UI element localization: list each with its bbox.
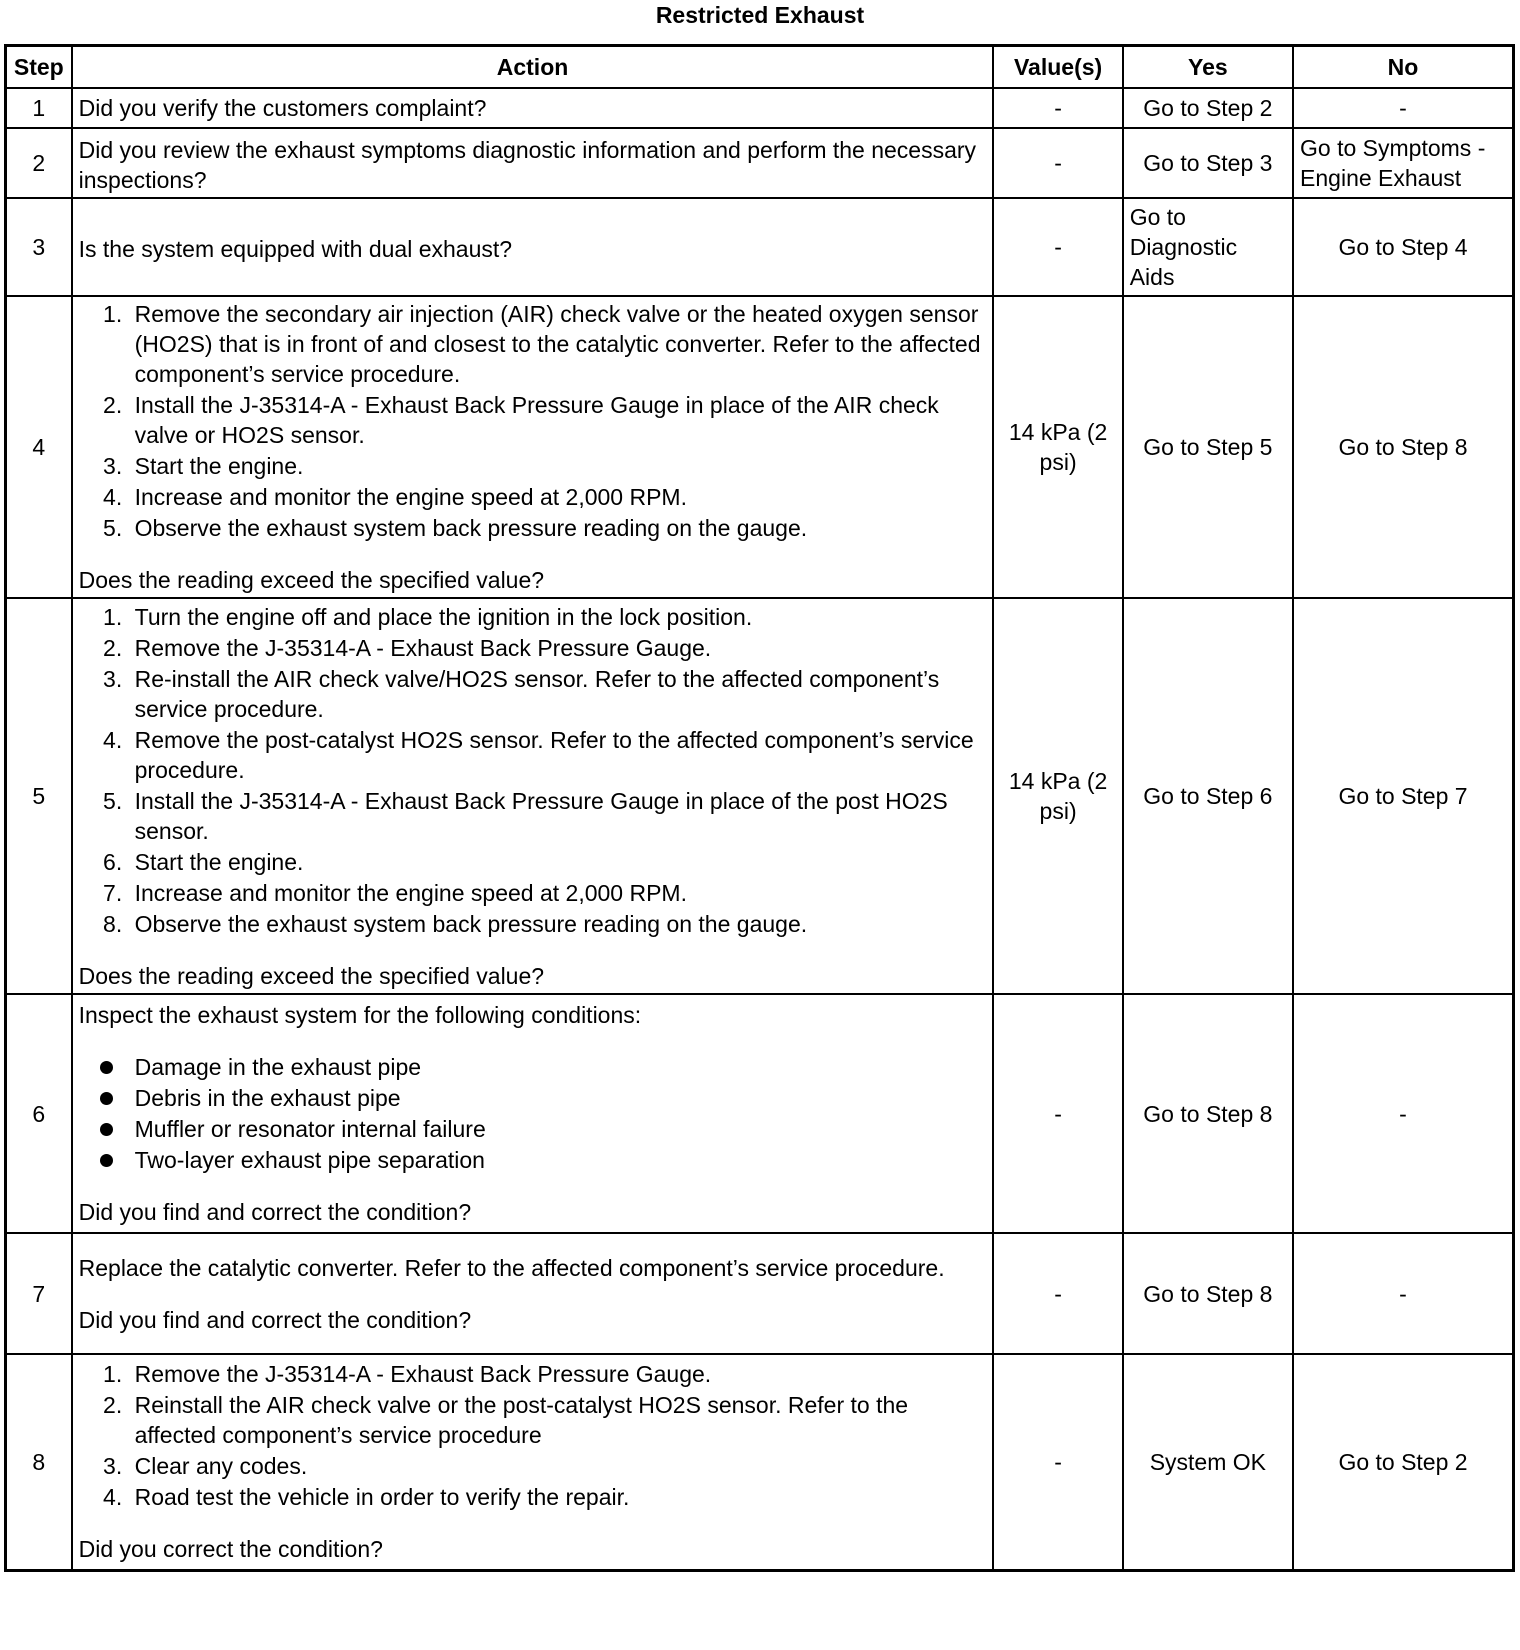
procedure-step: 3. Re-install the AIR check valve/HO2S sensor. Refer to the affected component’s service procedure.	[129, 664, 987, 724]
condition-item: Debris in the exhaust pipe	[129, 1083, 987, 1113]
question-text: Did you correct the condition?	[78, 1536, 383, 1563]
table-row	[6, 994, 1514, 1233]
no-cell: -	[1293, 88, 1513, 128]
yes-cell: Go to Step 5	[1123, 296, 1293, 598]
procedure-step: 5. Install the J-35314-A - Exhaust Back Pressure Gauge in place of the post HO2S sensor.	[129, 786, 987, 846]
yes-cell: System OK	[1123, 1354, 1293, 1570]
procedure-step: 3. Start the engine.	[129, 451, 987, 481]
table-row	[6, 128, 1514, 198]
procedure-step: 6. Start the engine.	[129, 847, 987, 877]
value-cell: -	[993, 128, 1122, 198]
yes-cell: Go to Step 6	[1123, 598, 1293, 994]
yes-cell: Go to Diagnostic Aids	[1123, 198, 1293, 296]
value-cell: 14 kPa (2 psi)	[993, 598, 1122, 994]
procedure-step: 1. Remove the secondary air injection (AIR) check valve or the heated oxygen sensor (HO2S) that is in front of and closest to the catalytic converter. Refer to the affected component’s service procedure.	[129, 299, 987, 389]
header-step: Step	[6, 46, 72, 89]
step-number: 5	[6, 598, 72, 994]
condition-item: Two-layer exhaust pipe separation	[129, 1145, 987, 1175]
question-text: Did you find and correct the condition?	[78, 1199, 472, 1225]
action-text: Did you verify the customers complaint?	[72, 88, 994, 128]
yes-cell: Go to Step 2	[1123, 88, 1293, 128]
diagnostic-table	[4, 44, 1515, 1572]
no-cell: Go to Symptoms - Engine Exhaust	[1293, 128, 1513, 198]
no-cell: -	[1293, 1233, 1513, 1354]
page-title: Restricted Exhaust	[655, 2, 865, 28]
procedure-step: 4. Road test the vehicle in order to verify the repair.	[129, 1482, 987, 1512]
action-cell	[72, 296, 994, 598]
question-text: Does the reading exceed the specified value?	[78, 962, 545, 989]
value-cell: -	[993, 1233, 1122, 1354]
action-text: Did you review the exhaust symptoms diagnostic information and perform the necessary inspections?	[72, 128, 994, 198]
procedure-list	[79, 299, 987, 543]
action-cell	[72, 994, 994, 1233]
action-text: Is the system equipped with dual exhaust?	[72, 198, 994, 296]
procedure-step: 4. Increase and monitor the engine speed at 2,000 RPM.	[129, 482, 987, 512]
table-row	[6, 198, 1514, 296]
table-row	[6, 1233, 1514, 1354]
condition-list	[79, 1052, 987, 1175]
header-no: No	[1293, 46, 1513, 89]
table-row	[6, 88, 1514, 128]
value-cell: -	[993, 994, 1122, 1233]
procedure-step: 1. Remove the J-35314-A - Exhaust Back Pressure Gauge.	[129, 1359, 987, 1389]
step-number: 1	[6, 88, 72, 128]
no-cell: Go to Step 2	[1293, 1354, 1513, 1570]
condition-item: Muffler or resonator internal failure	[129, 1114, 987, 1144]
no-cell: -	[1293, 994, 1513, 1233]
procedure-list	[79, 1359, 987, 1512]
procedure-step: 2. Reinstall the AIR check valve or the post-catalyst HO2S sensor. Refer to the affected component’s service procedure	[129, 1390, 987, 1450]
no-cell: Go to Step 4	[1293, 198, 1513, 296]
step-number: 4	[6, 296, 72, 598]
step-number: 3	[6, 198, 72, 296]
procedure-step: 8. Observe the exhaust system back pressure reading on the gauge.	[129, 909, 987, 939]
header-yes: Yes	[1123, 46, 1293, 89]
no-cell: Go to Step 8	[1293, 296, 1513, 598]
yes-cell: Go to Step 8	[1123, 994, 1293, 1233]
value-cell: -	[993, 198, 1122, 296]
procedure-step: 1. Turn the engine off and place the ignition in the lock position.	[129, 602, 987, 632]
no-cell: Go to Step 7	[1293, 598, 1513, 994]
step-number: 7	[6, 1233, 72, 1354]
table-row	[6, 598, 1514, 994]
procedure-step: 5. Observe the exhaust system back pressure reading on the gauge.	[129, 513, 987, 543]
procedure-step: 2. Remove the J-35314-A - Exhaust Back Pressure Gauge.	[129, 633, 987, 663]
intro-text: Replace the catalytic converter. Refer to the affected component’s service procedure.	[78, 1254, 945, 1281]
value-cell: -	[993, 88, 1122, 128]
action-cell	[72, 1233, 994, 1354]
table-row	[6, 1354, 1514, 1570]
value-cell: -	[993, 1354, 1122, 1570]
value-cell: 14 kPa (2 psi)	[993, 296, 1122, 598]
procedure-list	[79, 602, 987, 939]
procedure-step: 2. Install the J-35314-A - Exhaust Back Pressure Gauge in place of the AIR check valve or HO2S sensor.	[129, 390, 987, 450]
step-number: 8	[6, 1354, 72, 1570]
procedure-step: 4. Remove the post-catalyst HO2S sensor. Refer to the affected component’s service procedure.	[129, 725, 987, 785]
question-text: Does the reading exceed the specified value?	[78, 567, 545, 593]
intro-text: Inspect the exhaust system for the following conditions:	[78, 1002, 642, 1028]
condition-item: Damage in the exhaust pipe	[129, 1052, 987, 1082]
action-cell	[72, 598, 994, 994]
header-value: Value(s)	[993, 46, 1122, 89]
action-cell	[72, 1354, 994, 1570]
procedure-step: 3. Clear any codes.	[129, 1451, 987, 1481]
step-number: 6	[6, 994, 72, 1233]
table-row	[6, 296, 1514, 598]
step-number: 2	[6, 128, 72, 198]
header-row	[6, 46, 1514, 89]
yes-cell: Go to Step 3	[1123, 128, 1293, 198]
procedure-step: 7. Increase and monitor the engine speed at 2,000 RPM.	[129, 878, 987, 908]
question-text: Did you find and correct the condition?	[78, 1306, 472, 1333]
yes-cell: Go to Step 8	[1123, 1233, 1293, 1354]
header-action: Action	[72, 46, 994, 89]
